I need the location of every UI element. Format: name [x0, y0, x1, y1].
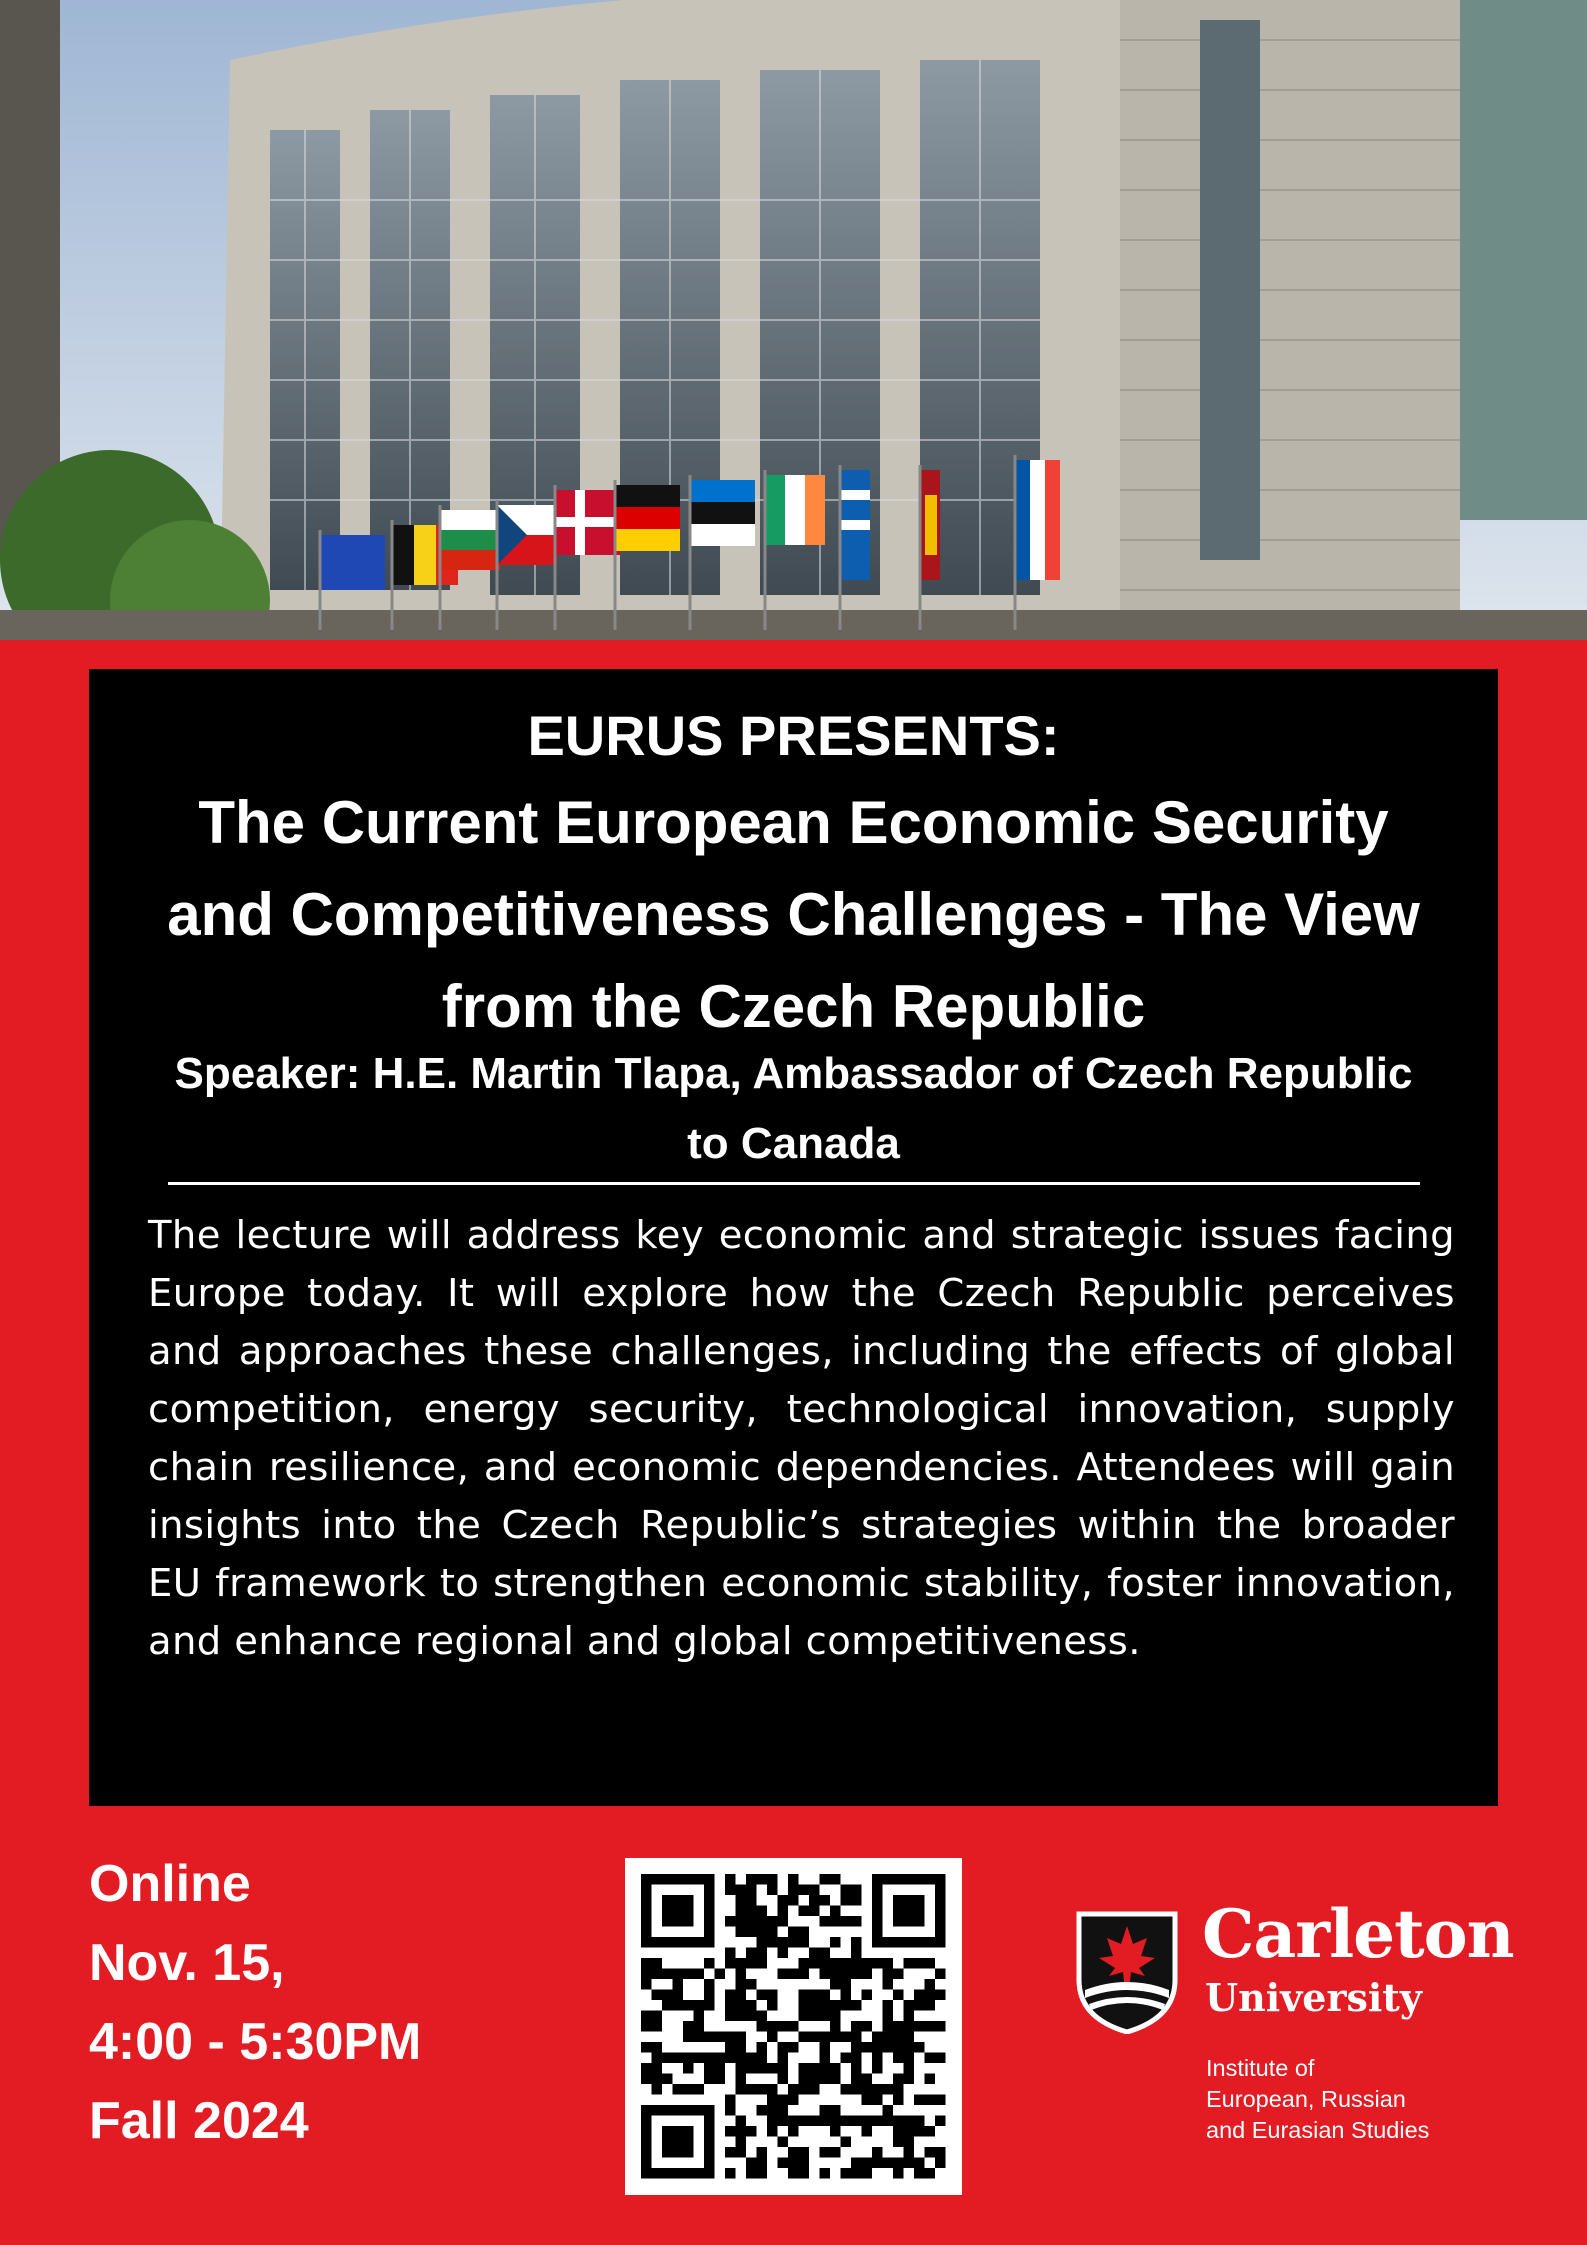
carleton-shield-icon — [1075, 1910, 1179, 2034]
university-name: Carleton — [1202, 1895, 1514, 1973]
qr-code-icon[interactable] — [625, 1858, 962, 2195]
university-subtitle: University — [1205, 1975, 1422, 2020]
presents-heading: EURUS PRESENTS: — [527, 704, 1060, 767]
institute-line: European, Russian — [1206, 2086, 1406, 2112]
carleton-logo — [1075, 1895, 1545, 2155]
speaker-line: Speaker: H.E. Martin Tlapa, Ambassador of Czech Republic to Canada — [174, 1049, 1413, 1168]
divider — [168, 1182, 1420, 1185]
event-description: The lecture will address key economic and strategic issues facing Europe today. It will explore how the Czech Republic perceives and approaches these challenges, including the effects of global competition, energy security, technological innovation, supply chain resilience, and economic dependencies. Attendees will gain insights into the Czech Republic’s strategies within the broader EU framework to strengthen economic stability, foster innovation, and enhance regional and global competitiveness. — [148, 1213, 1455, 1664]
institute-name — [1206, 2053, 1429, 2146]
institute-line: and Eurasian Studies — [1206, 2117, 1430, 2143]
event-format: Online — [89, 1855, 251, 1913]
hero-photo — [0, 0, 1587, 640]
info-panel — [89, 669, 1498, 1806]
event-term: Fall 2024 — [89, 2092, 309, 2150]
event-date: Nov. 15, — [89, 1934, 285, 1992]
event-details — [89, 1845, 421, 2161]
event-title: The Current European Economic Security and Competitiveness Challenges - The View from the Czech Republic — [167, 789, 1420, 1040]
event-time: 4:00 - 5:30PM — [89, 2013, 422, 2071]
institute-line: Institute of — [1206, 2055, 1315, 2081]
